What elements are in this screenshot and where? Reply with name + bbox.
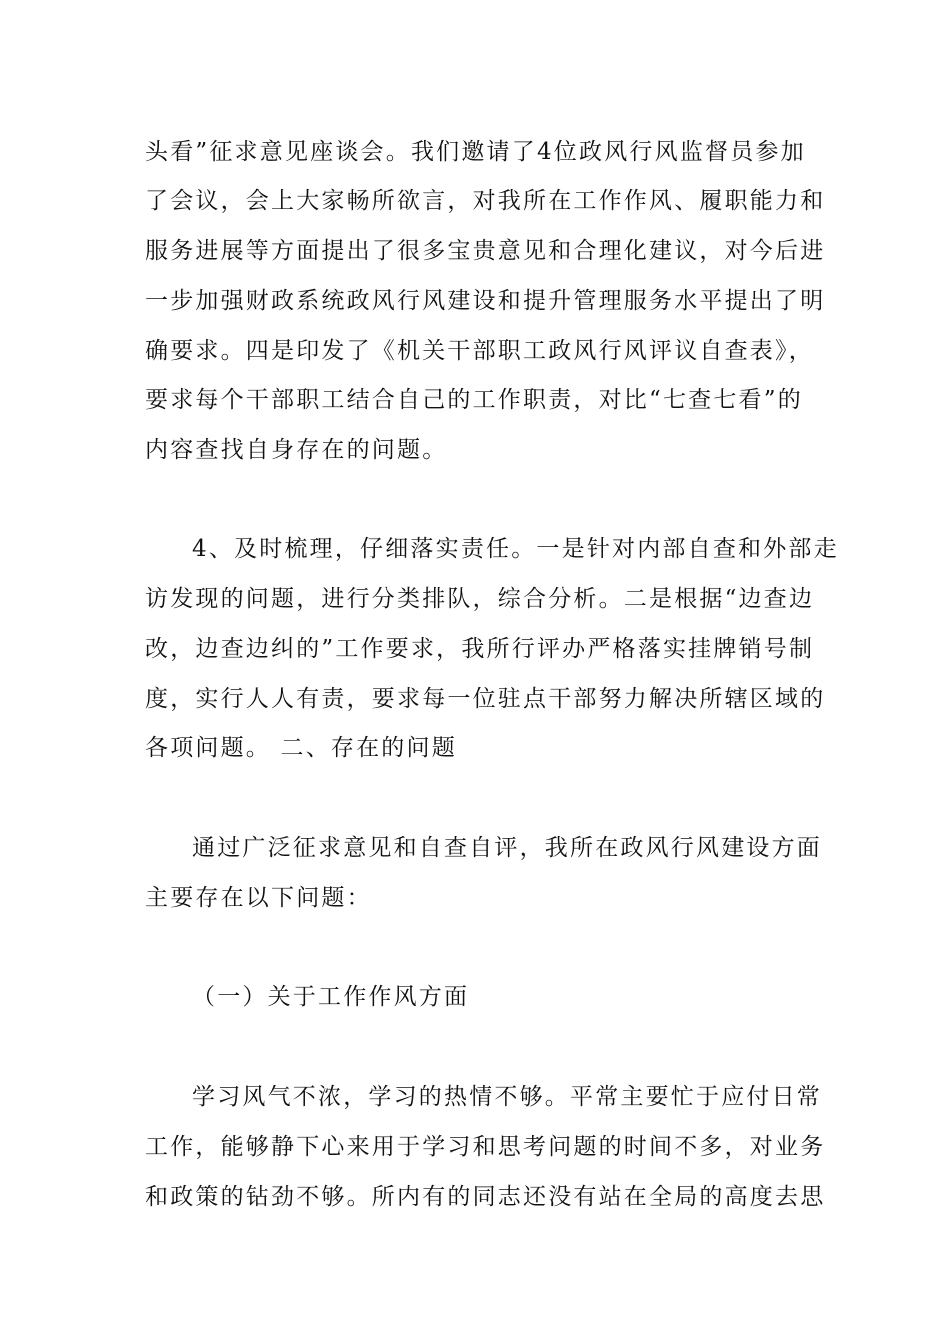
paragraph-2-line-5: 各项问题。 二、存在的问题 <box>145 735 457 761</box>
paragraph-2-line-2: 访发现的问题，进行分类排队，综合分析。二是根据“边查边 <box>145 586 815 612</box>
paragraph-5-line-3: 和政策的钻劲不够。所内有的同志还没有站在全局的高度去思 <box>145 1184 826 1210</box>
section-subheading: （一）关于工作作风方面 <box>192 984 470 1010</box>
paragraph-3-line-1: 通过广泛征求意见和自查自评，我所在政风行风建设方面 <box>192 835 822 861</box>
paragraph-5-line-1: 学习风气不浓，学习的热情不够。平常主要忙于应付日常 <box>192 1084 822 1110</box>
paragraph-5-line-2: 工作，能够静下心来用于学习和思考问题的时间不多，对业务 <box>145 1134 826 1160</box>
paragraph-1-line-2: 了会议，会上大家畅所欲言，对我所在工作作风、履职能力和 <box>145 188 826 214</box>
paragraph-1-line-6: 要求每个干部职工结合自己的工作职责，对比“七查七看”的 <box>145 387 803 413</box>
paragraph-1-line-7: 内容查找自身存在的问题。 <box>145 437 448 463</box>
paragraph-3-line-2: 主要存在以下问题： <box>145 885 372 911</box>
paragraph-1-line-5: 确要求。四是印发了《机关干部职工政风行风评议自查表》， <box>145 338 814 364</box>
paragraph-2-line-1: 4、及时梳理，仔细落实责任。一是针对内部自查和外部走 <box>192 536 839 562</box>
paragraph-2-line-4: 度，实行人人有责，要求每一位驻点干部努力解决所辖区域的 <box>145 686 826 712</box>
paragraph-1-line-4: 一步加强财政系统政风行风建设和提升管理服务水平提出了明 <box>145 288 826 314</box>
paragraph-1-line-3: 服务进展等方面提出了很多宝贵意见和合理化建议，对今后进 <box>145 238 826 264</box>
paragraph-2-line-3: 改，边查边纠的”工作要求，我所行评办严格落实挂牌销号制 <box>145 636 815 662</box>
paragraph-1-line-1: 头看”征求意见座谈会。我们邀请了4位政风行风监督员参加 <box>145 139 806 165</box>
